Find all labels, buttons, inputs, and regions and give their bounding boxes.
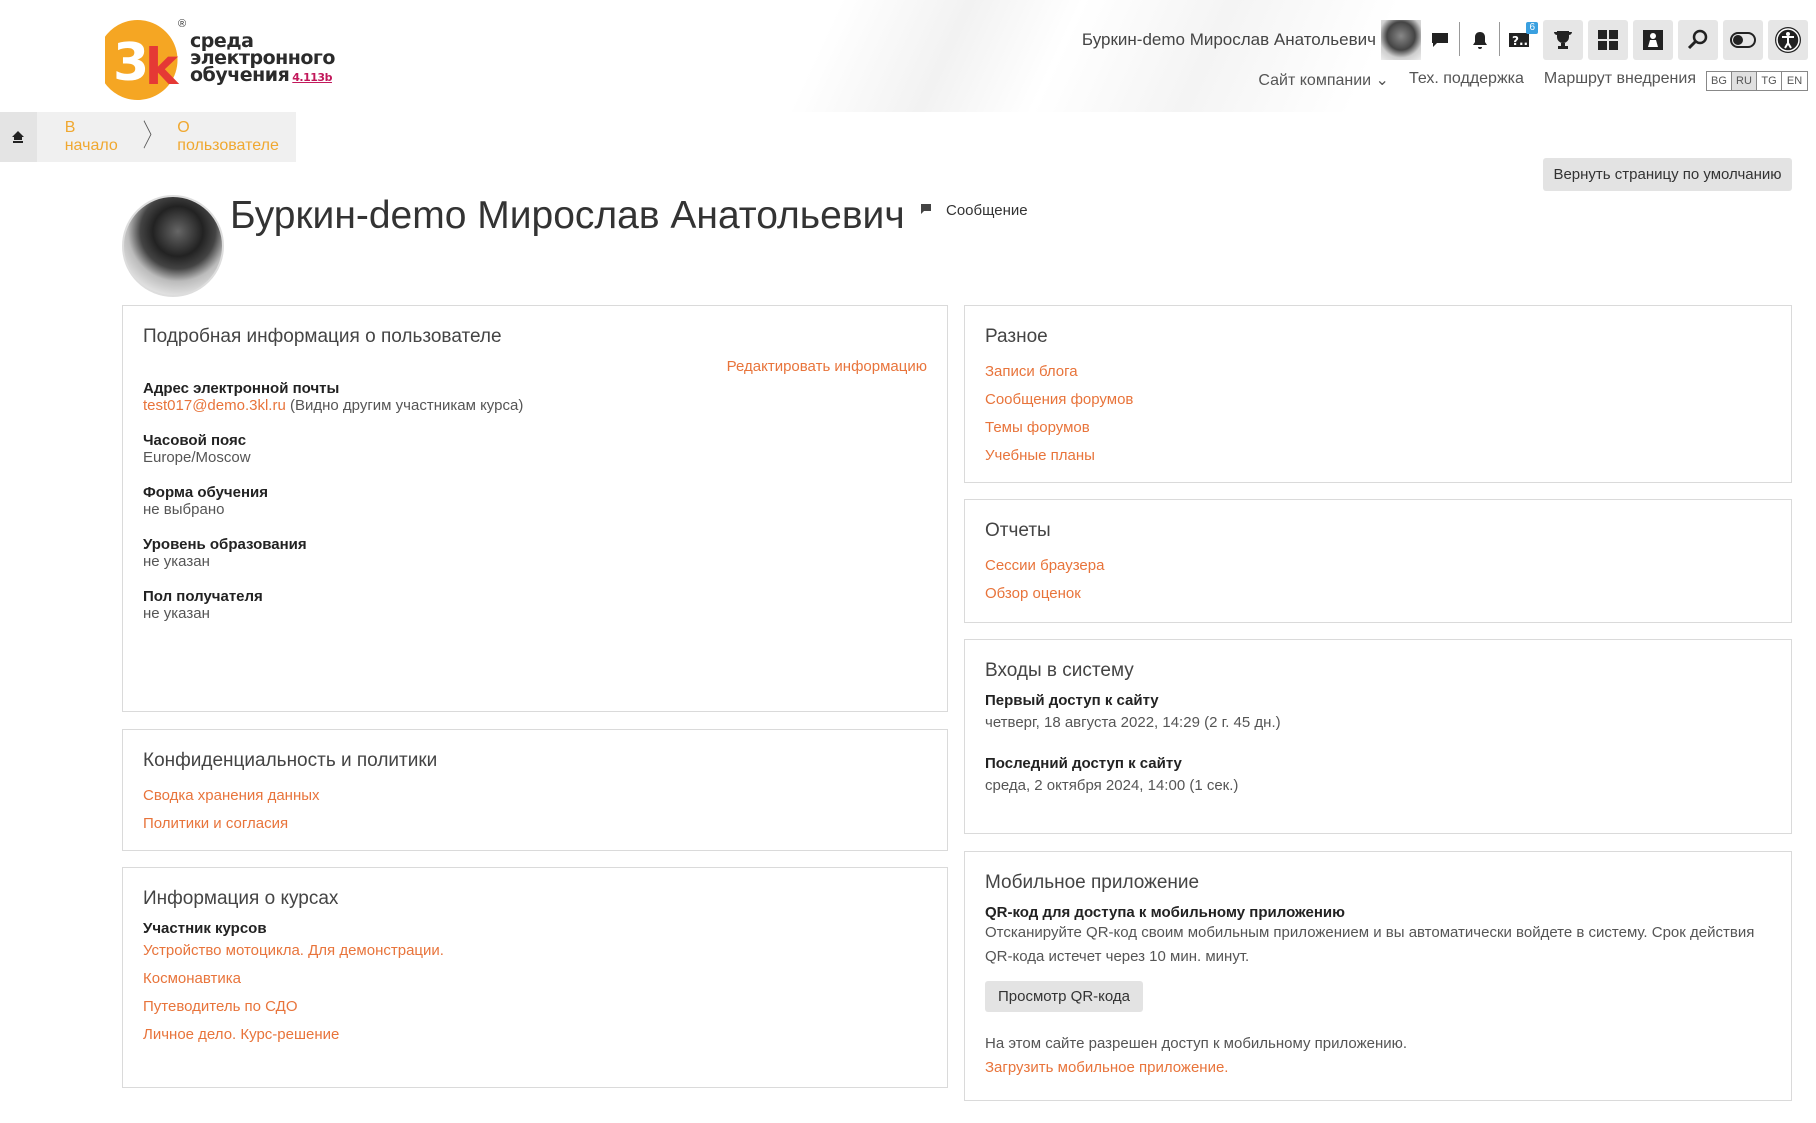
user-details-card <box>122 305 948 712</box>
blog-entries-link[interactable]: Записи блога <box>985 363 1078 380</box>
trophy-icon[interactable] <box>1543 20 1583 60</box>
education-label: Уровень образования <box>143 536 307 553</box>
message-button[interactable]: Сообщение <box>920 202 1028 219</box>
breadcrumb-current[interactable]: О пользователе <box>177 119 279 154</box>
logo-registered-mark: ® <box>178 18 187 30</box>
study-form-label: Форма обучения <box>143 484 268 501</box>
support-link[interactable]: Тех. поддержка <box>1408 70 1524 87</box>
bell-icon[interactable] <box>1460 20 1500 60</box>
breadcrumb-home-link[interactable]: В начало <box>64 119 118 154</box>
route-link[interactable]: Маршрут внедрения <box>1543 70 1696 87</box>
course-link[interactable]: Путеводитель по СДО <box>143 998 298 1015</box>
download-app-link[interactable]: Загрузить мобильное приложение. <box>985 1059 1229 1076</box>
course-link[interactable]: Космонавтика <box>143 970 241 987</box>
qr-description: Отсканируйте QR-код своим мобильным приложением и вы автоматически войдете в систему. Срок действия QR-кода истечет через 10 мин. минут. <box>985 924 1755 965</box>
data-retention-link[interactable]: Сводка хранения данных <box>143 787 320 804</box>
email-link[interactable]: test017@demo.3kl.ru <box>143 397 286 414</box>
page-header <box>0 0 1816 112</box>
user-avatar <box>122 195 224 297</box>
privacy-card <box>122 729 948 851</box>
mobile-app-card <box>964 851 1792 1101</box>
reset-page-button[interactable]: Вернуть страницу по умолчанию <box>1543 158 1792 191</box>
gender-label: Пол получателя <box>143 588 263 605</box>
timezone-value: Europe/Moscow <box>143 449 251 466</box>
svg-text:k: k <box>145 38 179 96</box>
accessibility-icon[interactable] <box>1768 20 1808 60</box>
edit-profile-link[interactable]: Редактировать информацию <box>726 358 927 375</box>
gender-value: не указан <box>143 605 210 622</box>
3kl-logo-icon <box>105 18 195 102</box>
timezone-label: Часовой пояс <box>143 432 247 449</box>
search-icon[interactable] <box>1678 20 1718 60</box>
logo-text: среда электронного обучения 4.113b <box>190 30 335 86</box>
last-access-label: Последний доступ к сайту <box>985 755 1182 772</box>
first-access-label: Первый доступ к сайту <box>985 692 1159 709</box>
participant-label: Участник курсов <box>143 920 267 937</box>
toggle-icon[interactable] <box>1723 20 1763 60</box>
user-avatar-small[interactable] <box>1381 20 1421 60</box>
card-title: Информация о курсах <box>143 888 339 909</box>
mobile-access-note: На этом сайте разрешен доступ к мобильному приложению. <box>985 1035 1408 1052</box>
home-icon[interactable] <box>0 112 37 162</box>
last-access-value: среда, 2 октября 2024, 14:00 (1 сек.) <box>985 777 1239 794</box>
chess-icon[interactable] <box>1633 20 1673 60</box>
top-nav <box>1258 70 1696 90</box>
browser-sessions-link[interactable]: Сессии браузера <box>985 557 1105 574</box>
lang-en[interactable]: EN <box>1786 75 1803 87</box>
logins-card <box>964 639 1792 834</box>
card-title: Входы в систему <box>985 660 1134 681</box>
education-value: не указан <box>143 553 210 570</box>
lang-ru[interactable]: RU <box>1732 72 1757 90</box>
logo-version: 4.113b <box>292 71 332 84</box>
card-title: Отчеты <box>985 520 1051 541</box>
card-title: Разное <box>985 326 1048 347</box>
learning-plans-link[interactable]: Учебные планы <box>985 447 1095 464</box>
reports-card <box>964 499 1792 623</box>
lang-tg[interactable]: TG <box>1757 72 1782 90</box>
first-access-value: четверг, 18 августа 2022, 14:29 (2 г. 45 дн.) <box>985 714 1281 731</box>
language-switcher <box>1706 71 1808 91</box>
policies-link[interactable]: Политики и согласия <box>143 815 289 832</box>
card-title: Мобильное приложение <box>985 872 1200 893</box>
misc-card <box>964 305 1792 483</box>
course-link[interactable]: Личное дело. Курс-решение <box>143 1026 340 1043</box>
chevron-down-icon: ⌄ <box>1375 72 1389 89</box>
svg-text:3: 3 <box>113 33 150 93</box>
page-title: Буркин-demo Мирослав Анатольевич <box>230 194 905 237</box>
svg-text:?..: ?.. <box>1512 34 1529 48</box>
dashboard-icon[interactable] <box>1588 20 1628 60</box>
course-link[interactable]: Устройство мотоцикла. Для демонстрации. <box>143 942 444 959</box>
company-site-link[interactable]: Сайт компании ⌄ <box>1258 72 1389 89</box>
forum-discussions-link[interactable]: Темы форумов <box>985 419 1090 436</box>
email-label: Адрес электронной почты <box>143 380 340 397</box>
card-title: Конфиденциальность и политики <box>143 750 438 771</box>
chat-icon[interactable] <box>1420 20 1460 60</box>
breadcrumb <box>0 112 296 162</box>
forum-posts-link[interactable]: Сообщения форумов <box>985 391 1134 408</box>
qr-label: QR-код для доступа к мобильному приложению <box>985 904 1345 921</box>
email-note: (Видно другим участникам курса) <box>289 397 524 414</box>
user-menu-name[interactable]: Буркин-demo Мирослав Анатольевич <box>1081 30 1376 49</box>
grades-overview-link[interactable]: Обзор оценок <box>985 585 1081 602</box>
help-icon[interactable] <box>1500 20 1540 60</box>
lang-bg[interactable]: BG <box>1707 72 1732 90</box>
chevron-right-icon: 〉 <box>143 120 162 153</box>
notification-badge: 6 <box>1526 22 1538 34</box>
courses-card <box>122 867 948 1088</box>
card-title: Подробная информация о пользователе <box>143 326 502 347</box>
view-qr-button[interactable]: Просмотр QR-кода <box>985 981 1143 1012</box>
study-form-value: не выбрано <box>143 501 225 518</box>
chat-icon <box>920 203 932 218</box>
